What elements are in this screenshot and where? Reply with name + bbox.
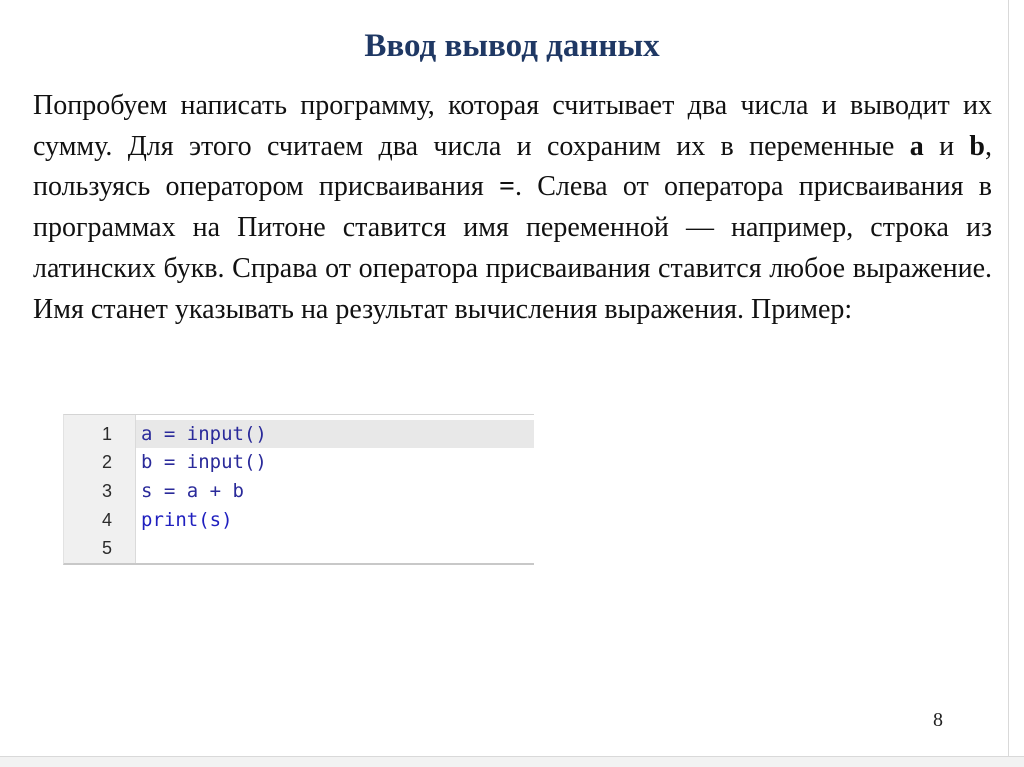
variable-a: a [909, 130, 924, 162]
code-line [64, 477, 534, 505]
paragraph-text-2: , пользуясь оператором присваивания [33, 130, 992, 203]
paragraph-and: и [923, 130, 970, 162]
code-line [64, 506, 534, 534]
paragraph-text-3: . Слева от оператора присваивания в программах на Питоне ставится имя переменной — например, строка из латинских букв. Справа от оператора присваивания ставится любое выражение. Имя станет указывать на результат вычисления выражения. Пример: [33, 171, 992, 325]
paragraph-text-1: Попробуем написать программу, которая считывает два числа и выводит их сумму. Для этого считаем два числа и сохраним их в переменные [33, 90, 992, 162]
slide-title: Ввод вывод данных [364, 28, 660, 64]
code-line-text: print(s) [141, 509, 233, 531]
variable-b: b [969, 130, 985, 162]
code-editor [63, 414, 534, 565]
body-paragraph [33, 86, 992, 330]
page-number: 8 [933, 709, 943, 731]
line-number: 5 [101, 538, 112, 558]
code-line [64, 448, 534, 476]
code-line [64, 420, 534, 448]
slide-right-border [1008, 0, 1009, 767]
code-line-text: a = input() [141, 423, 267, 445]
code-line [64, 534, 534, 562]
line-number: 2 [101, 452, 112, 472]
slide-bottom-border [0, 756, 1024, 767]
assignment-operator: = [499, 171, 515, 203]
code-line-text: b = input() [141, 451, 267, 473]
line-number: 3 [101, 481, 112, 501]
line-number: 4 [101, 510, 112, 530]
line-number: 1 [101, 424, 112, 444]
code-line-text: s = a + b [141, 480, 244, 502]
